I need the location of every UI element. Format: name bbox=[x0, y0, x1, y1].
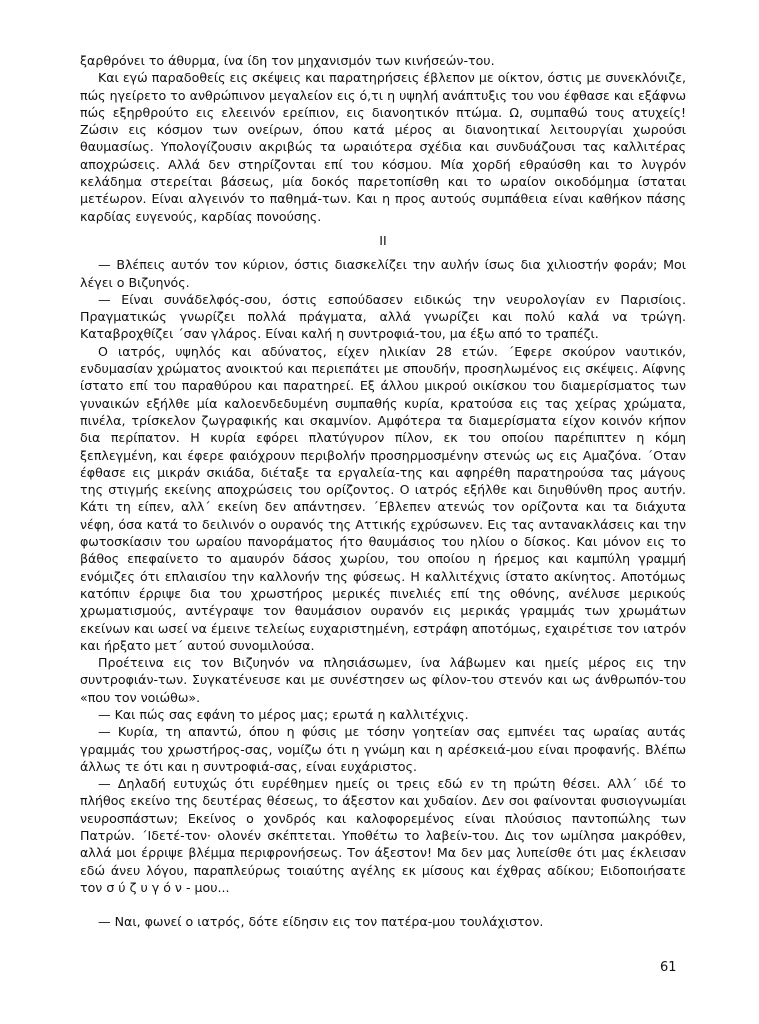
paragraph: — Ναι, φωνεί ο ιατρός, δότε είδησιν εις τον πατέρα-μου τουλάχιστον. bbox=[98, 914, 544, 930]
paragraph: Και εγώ παραδοθείς εις σκέψεις και παρατηρήσεις έβλεπον με οίκτον, όστις με συνεκλόνιζε, πώς ηγείρετο το ανθρώπινον μεγαλείον εις ό,τι η υψηλή ανάπτυξις του νου έφθασε και εξάφνω πώς εξηρθρούτο εις ελεεινόν ερείπιον, εις διανοητικόν πτώμα. Ω, συμπαθώ τους ατυχείς! Ζώσιν εις κόσμον των ονείρων, όπου κατά μέρος αι διανοητικαί λειτουργίαι χωρούσι θαυμασίως. Υπολογίζουσιν ακριβώς τα ωραιότερα σχέδια και συνδυάζουσι τας καλλιτέρας αποχρώσεις. Αλλά δεν στηρίζονται επί του κόσμου. Μία χορδή εθραύσθη και το λυγρόν κελάδημα στερείται βάσεως, μία δοκός παρετοπίσθη και το ωραίον οικοδόμημα ίσταται μετέωρον. Είναι αλγεινόν το παθημά-των. Και η προς αυτούς συμπάθεια είναι καθήκον πάσης καρδίας ευγενούς, καρδίας πονούσης. bbox=[80, 70, 686, 224]
paragraph: ξαρθρόνει το άθυρμα, ίνα ίδη τον μηχανισμόν των κινήσεών-του. bbox=[80, 53, 495, 68]
paragraph-gap bbox=[80, 896, 686, 913]
page-text-block bbox=[80, 52, 686, 931]
section-number: II bbox=[379, 232, 387, 248]
paragraph: — Και πώς σας εφάνη το μέρος μας; ερωτά η καλλιτέχνις. bbox=[98, 706, 469, 722]
paragraph: — Είναι συνάδελφός-σου, όστις εσπούδασεν ειδικώς την νευρολογίαν εν Παρισίοις. Πραγματικώς γνωρίζει πολλά πράγματα, αλλά γνωρίζει και πολύ καλά να τρώγη. Καταβροχθίζει ΄σαν γλάρος. Είναι καλή η συντροφιά-του, μα έξω από το τραπέζι. bbox=[80, 291, 686, 342]
page-number: 61 bbox=[660, 960, 677, 975]
paragraph: Ο ιατρός, υψηλός και αδύνατος, είχεν ηλικίαν 28 ετών. ΄Εφερε σκούρον ναυτικόν, ενδυμασίαν χρώματος ανοικτού και περιεπάτει με σπουδήν, προσηλωμένος εις σκέψεις. Αίφνης ίστατο επί του παραθύρου και παρατηρεί. Εξ άλλου μικρού οικίσκου του διαμερίσματος των γυναικών εξήλθε μία καλοενδεδυμένη συμπαθής κυρία, κρατούσα εις τας χείρας χρώματα, πινέλα, τρίσκελον ζωγραφικής και σκαμνίον. Αμφότερα τα διαμερίσματα είχον κοινόν κήπον δια περίπατον. Η κυρία εφόρει πλατύγυρον πίλον, εκ του οποίου παρέπιπτεν η κόμη ξεπλεγμένη, και έφερε φαιόχρουν περιβολήν προσηρμοσμένην στενώς ως εις Αμαζόνα. ΄Οταν έφθασε εις μικράν σκιάδα, διέταξε τα εργαλεία-της και αφηρέθη παρατηρούσα τας μάγους της στιγμής εκείνης αποχρώσεις του ορίζοντος. Ο ιατρός εξήλθε και διηυθύνθη προς αυτήν. Κάτι τη είπεν, αλλ΄ εκείνη δεν απάντησεν. ΄Εβλεπεν ατενώς τον ορίζοντα και τα διάχυτα νέφη, όσα κατά το δειλινόν ο ουρανός της Αττικής εχρύσωνεν. Εις τας αντανακλάσεις και την φωτοσκίασιν του ωραίου πανοράματος ήτο θαυμάσιος του ηλίου ο δίσκος. Και μόνον εις το βάθος επεφαίνετο το αμαυρόν δάσος χωρίου, του οποίου η ήρεμος και καμπύλη γραμμή ενόμιζες ότι επλαισίου την καλλονήν της φύσεως. Η καλλιτέχνις ίστατο ακίνητος. Αποτόμως κατόπιν έρριψε δια του χρωστήρος μερικές πινελιές επί της οθόνης, ανέλυσε μερικούς χρωματισμούς, αντέγραψε τον θαυμάσιον ουρανόν εις μερικάς γραμμάς των χρωμάτων εκείνων και ωσεί να έμεινε τελείως ευχαριστημένη, εστράφη αποτόμως, εχαιρέτισε τον ιατρόν και ήρξατο μετ΄ αυτού συνομιλούσα. bbox=[80, 343, 686, 653]
paragraph: — Δηλαδή ευτυχώς ότι ευρέθημεν ημείς οι τρεις εδώ εν τη πρώτη θέσει. Αλλ΄ ιδέ το πλήθος εκείνο της δευτέρας θέσεως, το άξεστον και χυδαίον. Δεν σοι φαίνονται φυσιογνωμίαι νευροσπάστων; Εκείνος ο χονδρός και καλοφορεμένος είναι πλούσιος παντοπώλης των Πατρών. ΄Ιδετέ-τον· ολονέν σκέπτεται. Υποθέτω το λαβείν-του. Δις τον ωμίλησα μακρόθεν, αλλά μοι έρριψε βλέμμα περιφρονήσεως. Τον άξεστον! Μα δεν μας λυπείσθε ότι μας έκλεισαν εδώ άνευ λόγου, παραπλεύρως τοιαύτης αγέλης εκ μίσους και έχθρας αδίκου; Ειδοποιήσατε τον σ ύ ζ υ γ ό ν - μου... bbox=[80, 776, 686, 895]
paragraph: — Βλέπεις αυτόν τον κύριον, όστις διασκελίζει την αυλήν ίσως δια χιλιοστήν φοράν; Μοι λέγει ο Βιζυηνός. bbox=[80, 257, 686, 290]
paragraph: Προέτεινα εις τον Βιζυηνόν να πλησιάσωμεν, ίνα λάβωμεν και ημείς μέρος εις την συντροφιάν-των. Συγκατένευσε και με συνέστησεν ως φίλον-του στενόν και ως άνθρωπόν-του «που τον νοιώθω». bbox=[80, 655, 686, 705]
paragraph: — Κυρία, τη απαντώ, όπου η φύσις με τόσην γοητείαν σας εμπνέει τας ωραίας αυτάς γραμμάς του χρωστήρος-σας, νομίζω ότι η γνώμη και η αρέσκειά-μου είναι προφανής. Βλέπω άλλως τε ότι και η συντροφιά-σας, είναι ευχάριστος. bbox=[80, 724, 686, 774]
